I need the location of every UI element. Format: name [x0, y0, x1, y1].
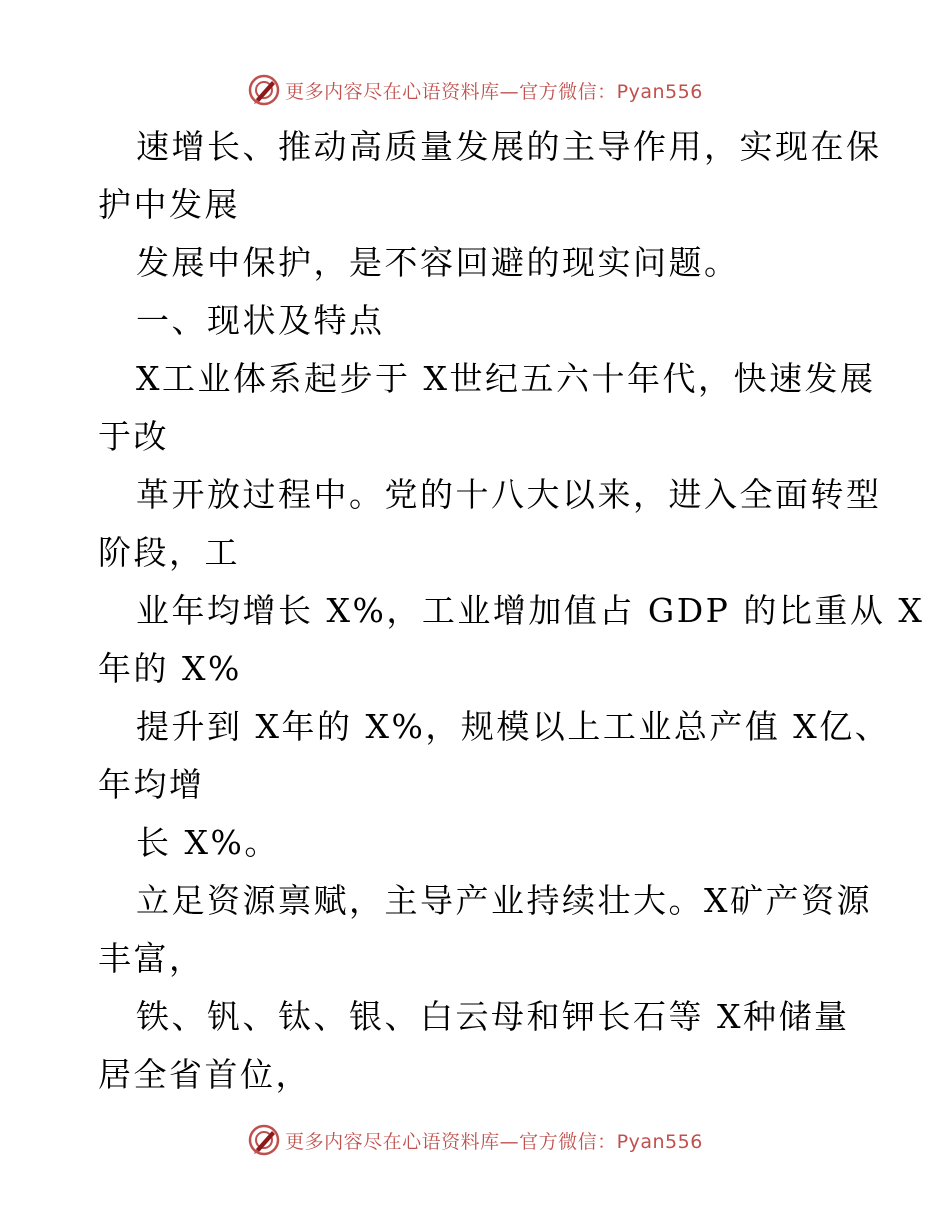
- text-line: 提升到 X年的 X%，规模以上工业总产值 X亿、: [136, 707, 891, 746]
- header-watermark: [0, 70, 950, 110]
- text-line: 丰富，: [98, 939, 205, 978]
- watermark-text: 更多内容尽在心语资料库—官方微信：Pyan556: [285, 80, 703, 103]
- text-line: 长 X%。: [136, 823, 280, 862]
- text-line: 年均增: [98, 765, 205, 804]
- text-line: 护中发展: [98, 185, 240, 224]
- text-line: 发展中保护，是不容回避的现实问题。: [136, 243, 740, 282]
- text-line: 居全省首位，: [98, 1055, 311, 1094]
- text-line: 阶段，工: [98, 533, 240, 572]
- text-line: 于改: [98, 417, 169, 456]
- text-line: 立足资源禀赋，主导产业持续壮大。X矿产资源: [136, 881, 872, 920]
- text-line: X工业体系起步于 X世纪五六十年代，快速发展: [136, 359, 876, 398]
- document-body: [98, 118, 925, 1104]
- text-line: 革开放过程中。党的十八大以来，进入全面转型: [136, 475, 882, 514]
- text-line: 铁、钒、钛、银、白云母和钾长石等 X种储量: [136, 997, 850, 1036]
- watermark-text: 更多内容尽在心语资料库—官方微信：Pyan556: [285, 1130, 703, 1153]
- red-pen-logo-icon: [247, 1123, 281, 1157]
- text-line: 速增长、推动高质量发展的主导作用，实现在保: [136, 127, 882, 166]
- text-line: 业年均增长 X%，工业增加值占 GDP 的比重从 X: [136, 591, 925, 630]
- red-pen-logo-icon: [247, 73, 281, 107]
- footer-watermark: [0, 1120, 950, 1160]
- text-line: 年的 X%: [98, 649, 242, 688]
- text-line: 一、现状及特点: [136, 301, 385, 340]
